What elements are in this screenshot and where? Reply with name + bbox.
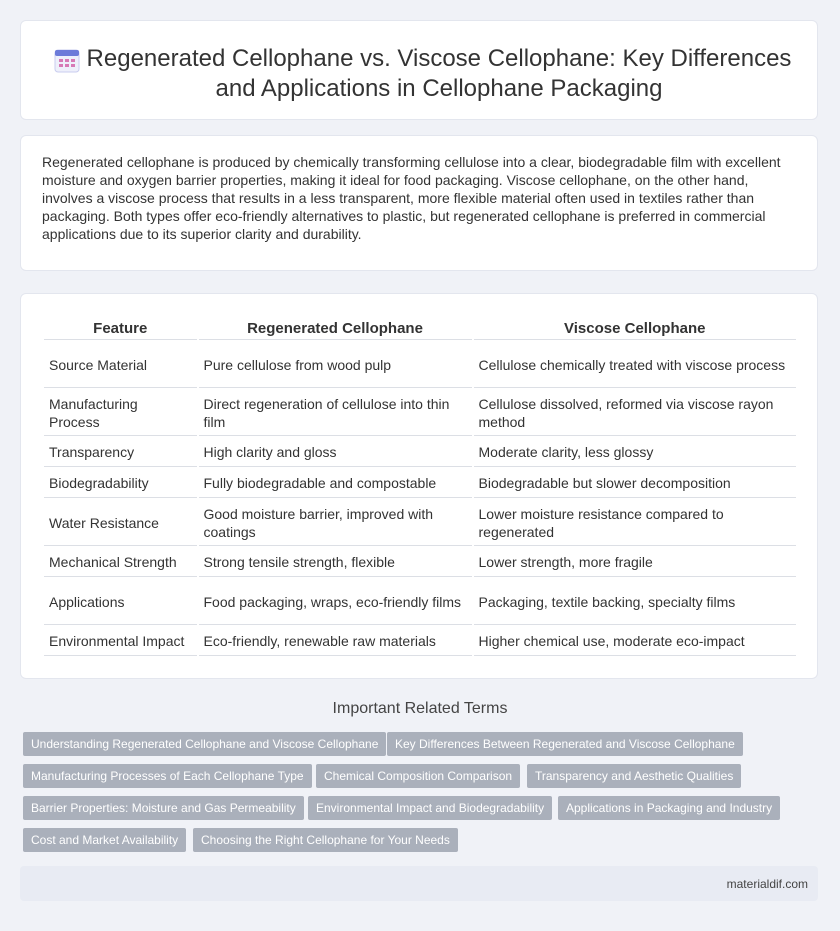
related-term-tag[interactable]: Cost and Market Availability <box>23 828 186 852</box>
regenerated-cell: High clarity and gloss <box>199 438 472 467</box>
regenerated-cell: Direct regeneration of cellulose into thin film <box>199 390 472 436</box>
header-regenerated: Regenerated Cellophane <box>199 316 472 340</box>
related-term-tag[interactable]: Chemical Composition Comparison <box>316 764 520 788</box>
viscose-cell: Lower moisture resistance compared to regenerated <box>474 500 796 546</box>
feature-cell: Biodegradability <box>44 469 197 498</box>
comparison-table <box>42 314 798 658</box>
footer <box>20 866 818 901</box>
regenerated-cell: Eco-friendly, renewable raw materials <box>199 627 472 656</box>
calendar-icon <box>54 47 80 73</box>
feature-cell: Manufacturing Process <box>44 390 197 436</box>
feature-cell: Source Material <box>44 342 197 388</box>
footer-site-name: materialdif.com <box>726 877 808 891</box>
regenerated-cell: Pure cellulose from wood pulp <box>199 342 472 388</box>
related-term-tag[interactable]: Key Differences Between Regenerated and Viscose Cellophane <box>387 732 743 756</box>
viscose-cell: Packaging, textile backing, specialty films <box>474 579 796 625</box>
table-row <box>44 469 796 498</box>
related-terms-heading: Important Related Terms <box>332 700 508 717</box>
table-header-row <box>44 316 796 340</box>
title-card <box>20 20 818 120</box>
viscose-cell: Lower strength, more fragile <box>474 548 796 577</box>
page-title: Regenerated Cellophane vs. Viscose Cellophane: Key Differences and Applications in Cellophane Packaging <box>86 45 792 102</box>
feature-cell: Applications <box>44 579 197 625</box>
table-row <box>44 342 796 388</box>
feature-cell: Mechanical Strength <box>44 548 197 577</box>
related-term-tag[interactable]: Barrier Properties: Moisture and Gas Permeability <box>23 796 304 820</box>
related-term-tag[interactable]: Choosing the Right Cellophane for Your Needs <box>193 828 458 852</box>
viscose-cell: Cellulose chemically treated with viscose process <box>474 342 796 388</box>
regenerated-cell: Fully biodegradable and compostable <box>199 469 472 498</box>
table-row <box>44 548 796 577</box>
related-term-tag[interactable]: Manufacturing Processes of Each Cellophane Type <box>23 764 312 788</box>
table-row <box>44 438 796 467</box>
feature-cell: Transparency <box>44 438 197 467</box>
feature-cell: Environmental Impact <box>44 627 197 656</box>
table-row <box>44 579 796 625</box>
regenerated-cell: Strong tensile strength, flexible <box>199 548 472 577</box>
regenerated-cell: Good moisture barrier, improved with coatings <box>199 500 472 546</box>
regenerated-cell: Food packaging, wraps, eco-friendly films <box>199 579 472 625</box>
intro-paragraph: Regenerated cellophane is produced by chemically transforming cellulose into a clear, biodegradable film with excellent moisture and oxygen barrier properties, making it ideal for food packaging. Viscose cellophane, on the other hand, involves a viscose process that results in a less transparent, more flexible material often used in textiles rather than packaging. Both types offer eco-friendly alternatives to plastic, but regenerated cellophane is preferred in commercial applications due to its superior clarity and durability. <box>42 154 781 242</box>
intro-card <box>20 135 818 271</box>
table-row <box>44 500 796 546</box>
header-feature: Feature <box>44 316 197 340</box>
viscose-cell: Higher chemical use, moderate eco-impact <box>474 627 796 656</box>
table-row <box>44 627 796 656</box>
header-viscose: Viscose Cellophane <box>474 316 796 340</box>
related-term-tag[interactable]: Transparency and Aesthetic Qualities <box>527 764 741 788</box>
feature-cell: Water Resistance <box>44 500 197 546</box>
related-term-tag[interactable]: Understanding Regenerated Cellophane and Viscose Cellophane <box>23 732 386 756</box>
related-term-tag[interactable]: Applications in Packaging and Industry <box>558 796 780 820</box>
table-row <box>44 390 796 436</box>
related-term-tag[interactable]: Environmental Impact and Biodegradability <box>308 796 552 820</box>
viscose-cell: Moderate clarity, less glossy <box>474 438 796 467</box>
viscose-cell: Cellulose dissolved, reformed via viscose rayon method <box>474 390 796 436</box>
viscose-cell: Biodegradable but slower decomposition <box>474 469 796 498</box>
comparison-table-card <box>20 293 818 679</box>
